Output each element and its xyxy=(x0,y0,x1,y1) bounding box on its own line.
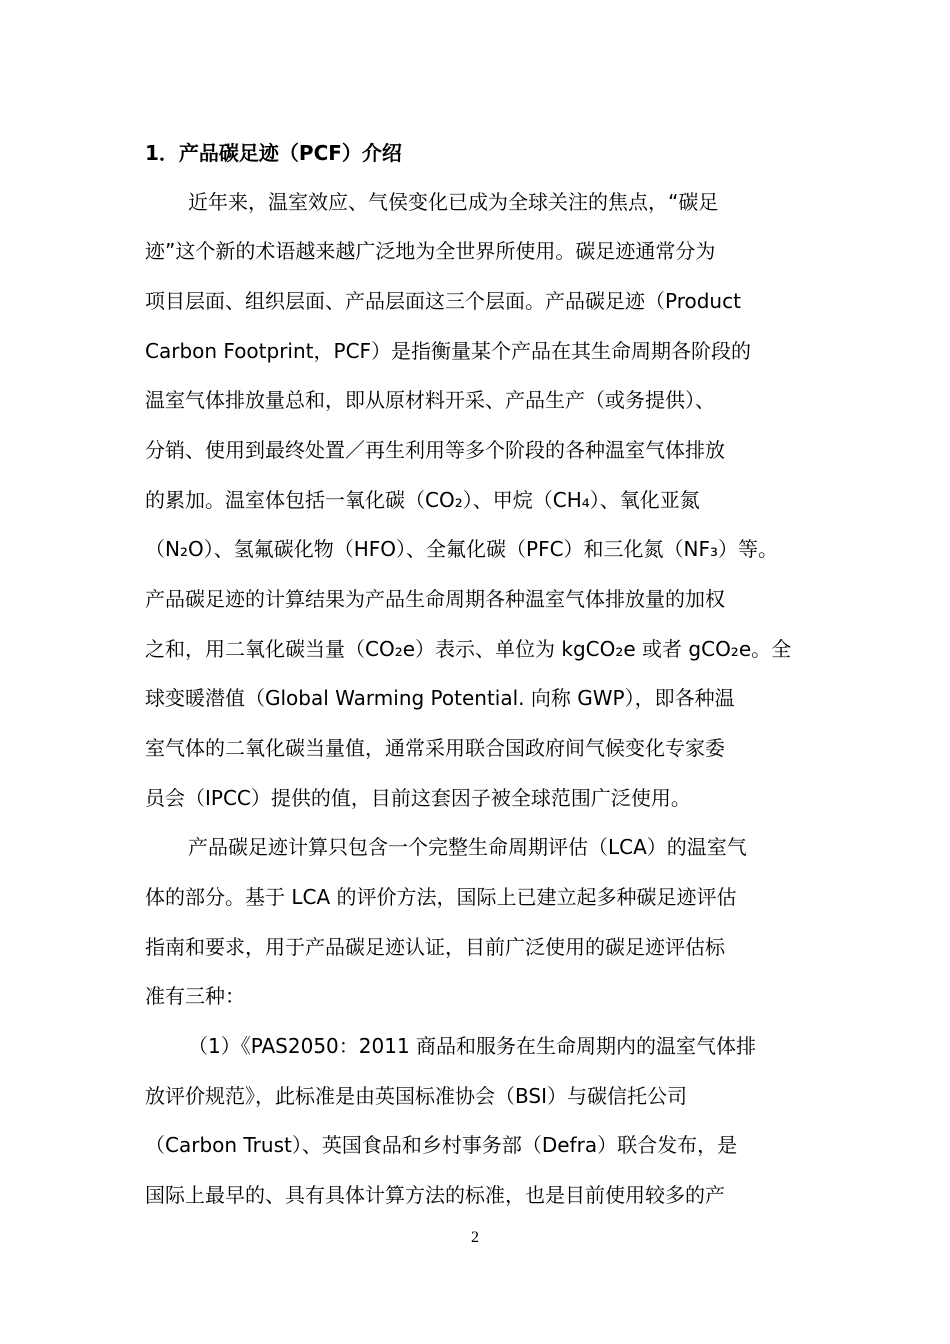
paragraph-line: 室气体的二氧化碳当量值，通常采用联合国政府间气候变化专家委 xyxy=(145,736,725,760)
paragraph-line: （Carbon Trust）、英国食品和乡村事务部（Defra）联合发布，是 xyxy=(145,1133,738,1157)
paragraph-line: 体的部分。基于 LCA 的评价方法，国际上已建立起多种碳足迹评估 xyxy=(145,885,737,909)
section-heading: 1．产品碳足迹（PCF）介绍 xyxy=(145,141,402,165)
paragraph-line: Carbon Footprint，PCF）是指衡量某个产品在其生命周期各阶段的 xyxy=(145,339,752,363)
paragraph-line: （1）《PAS2050：2011 商品和服务在生命周期内的温室气体排 xyxy=(188,1034,757,1058)
paragraph-line: 分销、使用到最终处置／再生利用等多个阶段的各种温室气体排放 xyxy=(145,438,725,462)
paragraph-line: 温室气体排放量总和，即从原材料开采、产品生产（或务提供）、 xyxy=(145,388,715,412)
paragraph-line: 国际上最早的、具有具体计算方法的标准，也是目前使用较多的产 xyxy=(145,1183,725,1207)
paragraph-line: （N₂O）、氢氟碳化物（HFO）、全氟化碳（PFC）和三化氮（NF₃）等。 xyxy=(145,537,779,561)
paragraph-line: 球变暖潜值（Global Warming Potential. 向称 GWP），即各种温 xyxy=(145,686,735,710)
paragraph-line: 员会（IPCC）提供的值，目前这套因子被全球范围广泛使用。 xyxy=(145,786,691,810)
paragraph-line: 的累加。温室体包括一氧化碳（CO₂）、甲烷（CH₄）、氧化亚氮 xyxy=(145,488,700,512)
paragraph-line: 近年来，温室效应、气侯变化已成为全球关注的焦点，“碳足 xyxy=(188,190,719,214)
page-number: 2 xyxy=(471,1229,479,1246)
paragraph-line: 放评价规范》，此标准是由英国标准协会（BSI）与碳信托公司 xyxy=(145,1084,687,1108)
paragraph-line: 产品碳足迹计算只包含一个完整生命周期评估（LCA）的温室气 xyxy=(188,835,747,859)
paragraph-line: 迹”这个新的术语越来越广泛地为全世界所使用。碳足迹通常分为 xyxy=(145,239,716,263)
paragraph-line: 指南和要求，用于产品碳足迹认证，目前广泛使用的碳足迹评估标 xyxy=(145,935,725,959)
paragraph-line: 产品碳足迹的计算结果为产品生命周期各种温室气体排放量的加权 xyxy=(145,587,725,611)
paragraph-line: 准有三种： xyxy=(145,984,245,1008)
paragraph-line: 之和，用二氧化碳当量（CO₂e）表示、单位为 kgCO₂e 或者 gCO₂e。全 xyxy=(145,637,792,661)
paragraph-line: 项目层面、组织层面、产品层面这三个层面。产品碳足迹（Product xyxy=(145,289,741,313)
